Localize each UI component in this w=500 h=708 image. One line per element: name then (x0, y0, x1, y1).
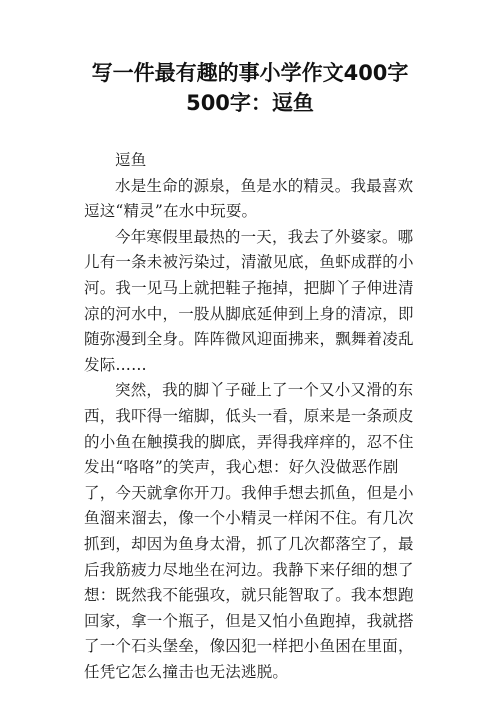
paragraph-3: 突然，我的脚丫子碰上了一个又小又滑的东西，我吓得一缩脚，低头一看，原来是一条顽皮的小鱼在触摸我的脚底，弄得我痒痒的，忍不住发出“咯咯”的笑声，我心想：好久没做恶作剧了，今天就拿你开刀。我伸手想去抓鱼，但是小鱼溜来溜去，像一个小精灵一样闲不住。有几次抓到，却因为鱼身太滑，抓了几次都落空了，最后我筋疲力尽地坐在河边。我静下来仔细的想了想：既然我不能强攻，就只能智取了。我本想跑回家，拿一个瓶子，但是又怕小鱼跑掉，我就搭了一个石头堡垒，像囚犯一样把小鱼困在里面，任凭它怎么撞击也无法逃脱。 (84, 381, 414, 681)
document-title-line-2: 500字：逗鱼 (186, 91, 314, 115)
document-title-line-1: 写一件最有趣的事小学作文400字 (91, 61, 409, 85)
paragraph-1: 水是生命的源泉，鱼是水的精灵。我最喜欢逗这“精灵”在水中玩耍。 (84, 176, 414, 221)
paragraph-2: 今年寒假里最热的一天，我去了外婆家。哪儿有一条未被污染过，清澈见底，鱼虾成群的小河。我一见马上就把鞋子拖掉，把脚丫子伸进清凉的河水中，一股从脚底延伸到上身的清凉，即随弥漫到全身。阵阵微风迎面拂来，飘舞着凌乱发际…… (84, 227, 414, 374)
essay-heading: 逗鱼 (115, 151, 147, 169)
document-body (84, 148, 420, 685)
